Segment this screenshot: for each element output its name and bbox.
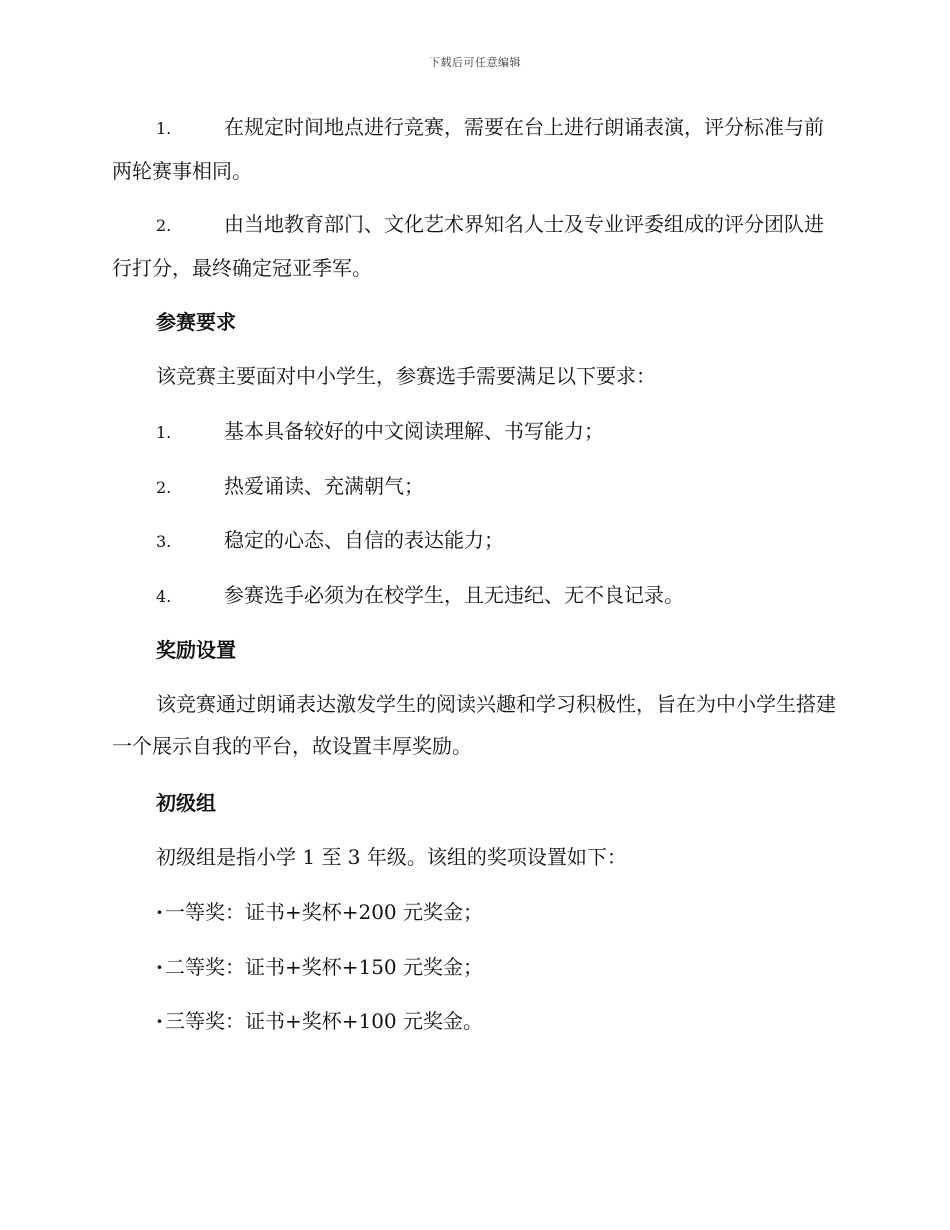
list-number: 1. bbox=[156, 423, 172, 442]
section-heading-awards: 奖励设置 bbox=[156, 638, 236, 662]
bullet-dot-icon: · bbox=[156, 955, 163, 979]
list-item bbox=[156, 952, 483, 982]
list-number: 3. bbox=[156, 532, 172, 551]
list-number: 2. bbox=[156, 216, 172, 235]
list-number: 2. bbox=[156, 478, 172, 497]
list-item bbox=[112, 203, 836, 289]
page-header: 下载后可任意编辑 bbox=[429, 56, 521, 69]
list-text: 热爱诵读、充满朝气； bbox=[224, 474, 424, 498]
prize-text: 三等奖：证书+奖杯+100 元奖金。 bbox=[164, 1009, 484, 1033]
paragraph-junior-intro: 初级组是指小学 1 至 3 年级。该组的奖项设置如下： bbox=[156, 845, 627, 869]
list-number: 4. bbox=[156, 587, 172, 606]
list-text: 在规定时间地点进行竞赛，需要在台上进行朗诵表演，评分标准与前两轮赛事相同。 bbox=[112, 115, 824, 183]
list-text: 参赛选手必须为在校学生，且无违纪、无不良记录。 bbox=[224, 583, 684, 607]
list-item bbox=[156, 897, 483, 927]
prize-text: 二等奖：证书+奖杯+150 元奖金； bbox=[164, 955, 484, 979]
list-item bbox=[112, 465, 836, 509]
bullet-dot-icon: · bbox=[156, 900, 163, 924]
prize-text: 一等奖：证书+奖杯+200 元奖金； bbox=[164, 900, 484, 924]
list-text: 基本具备较好的中文阅读理解、书写能力； bbox=[224, 419, 604, 443]
list-item bbox=[112, 410, 836, 454]
list-number: 1. bbox=[156, 119, 172, 138]
section-heading-junior: 初级组 bbox=[156, 791, 216, 815]
section-heading-requirements: 参赛要求 bbox=[156, 310, 236, 334]
list-text: 稳定的心态、自信的表达能力； bbox=[224, 528, 504, 552]
paragraph-requirements-intro: 该竞赛主要面对中小学生，参赛选手需要满足以下要求： bbox=[156, 364, 656, 388]
list-item bbox=[112, 106, 836, 192]
list-item bbox=[112, 519, 836, 563]
list-item bbox=[156, 1006, 483, 1036]
paragraph-awards-intro: 该竞赛通过朗诵表达激发学生的阅读兴趣和学习积极性，旨在为中小学生搭建一个展示自我的平台，故设置丰厚奖励。 bbox=[112, 692, 836, 758]
list-item bbox=[112, 574, 836, 618]
list-text: 由当地教育部门、文化艺术界知名人士及专业评委组成的评分团队进行打分，最终确定冠亚季军。 bbox=[112, 212, 824, 280]
bullet-dot-icon: · bbox=[156, 1009, 163, 1033]
